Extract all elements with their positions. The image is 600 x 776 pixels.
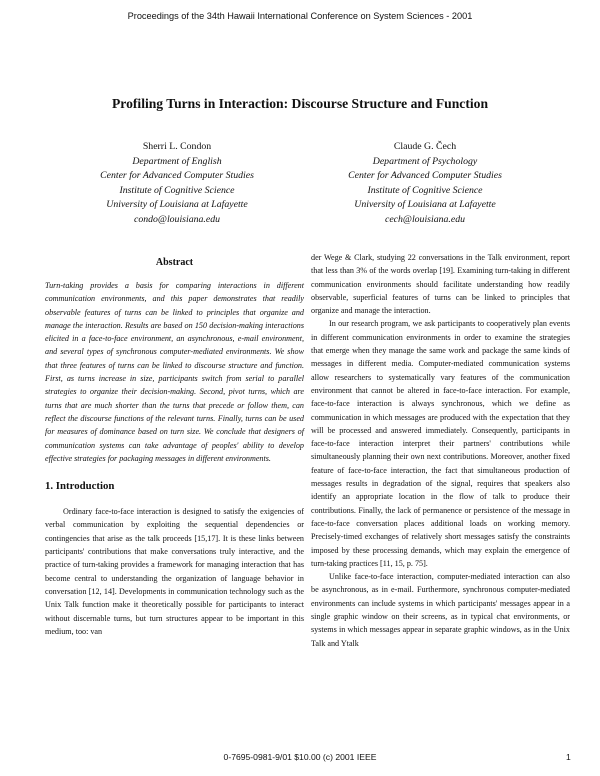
author-institute: Institute of Cognitive Science: [367, 184, 483, 196]
author-center: Center for Advanced Computer Studies: [100, 170, 254, 182]
paper-title: Profiling Turns in Interaction: Discourse Structure and Function: [112, 96, 488, 111]
intro-paragraph: Ordinary face-to-face interaction is designed to satisfy the exigencies of verbal communication by exploiting the sequential dependencies or contingencies that arise as the talk proceeds [15,17]. It is these links between participants' contributions that make conversations truly interactive, and the practice of turn-taking provides a framework for managing interaction that has become central to understanding the organization of language behavior in conversation [12, 14]. Developments in communication technology such as the Unix Talk function make it theoretically possible for participants to interact without discernable turns, but turn structures appear to be important in this medium, too: van: [45, 507, 304, 636]
author-name: Claude G. Čech: [393, 141, 457, 152]
author-name: Sherri L. Condon: [142, 141, 212, 152]
left-column: [45, 256, 304, 638]
author-block-cech: [290, 140, 560, 228]
author-center: Center for Advanced Computer Studies: [348, 170, 502, 182]
author-email: cech@louisiana.edu: [384, 213, 466, 225]
abstract-heading: Abstract: [155, 257, 194, 268]
page-number: 1: [566, 752, 571, 762]
author-department: Department of English: [132, 155, 222, 167]
body-paragraph: Unlike face-to-face interaction, computer-mediated interaction can also be asynchronous, as in e-mail. Furthermore, synchronous computer-mediated environments can include systems in which participants' messages appear in a single graphic window on their screens, as in typical chat environments, or systems in which messages appear in separate graphic windows, as in the Unix Talk and Ytalk: [311, 572, 570, 648]
author-email: condo@louisiana.edu: [133, 213, 221, 225]
right-column: [311, 251, 570, 650]
author-institute: Institute of Cognitive Science: [119, 184, 235, 196]
abstract-text: Turn-taking provides a basis for comparing interactions in different communication environments, and this paper demonstrates that readily observable features of turns can be linked to principles that organize and manage the interaction. Results are based on 150 decision-making interactions elicited in a face-to-face environment, an asynchronous, e-mail environment, and several types of synchronous computer-mediated environments. We show that three features of turns can be linked to discourse structure and function. First, as turns increase in size, participants switch from serial to parallel strategies to organize their decision-making. Second, pivot turns, which are turns that are much shorter than the turns that precede or follow them, can reflect the discourse functions of the relevant turns. Finally, turns can be used for measures of dominance based on turn size. We conclude that designers of communication systems can take advantage of peoples' ability to develop effective strategies for packaging messages in different environments.: [45, 281, 304, 463]
author-department: Department of Psychology: [372, 155, 478, 167]
footer-copyright: 0-7695-0981-9/01 $10.00 (c) 2001 IEEE: [223, 752, 377, 762]
author-block-condon: [42, 140, 312, 228]
section-heading-introduction: 1. Introduction: [45, 480, 115, 493]
running-head: Proceedings of the 34th Hawaii International Conference on System Sciences - 2001: [127, 11, 473, 21]
body-paragraph: In our research program, we ask participants to cooperatively plan events in different communication environments in order to examine the strategies that emerge when they manage the same work and package the same kinds of messages in different media. Computer-mediated communication systems allow researchers to systematically vary features of the communication environment that cannot be altered in face-to-face interaction. For example, face-to-face interaction is always synchronous, which we define as communication in which messages are produced with the expectation that they will be processed and answered immediately. Consequently, participants in face-to-face interaction interpret their partners' contributions while simultaneously planning their own next contributions. Moreover, another fixed feature of face-to-face interaction, the fact that simultaneous production of messages results in degradation of the signal, requires that speakers also identify an appropriate location in the flow of talk to produce their contributions. Finally, the lack of permanence or persistence of the message in face-to-face conversation places additional loads on working memory. Precisely-timed exchanges of relatively short messages satisfy the constraints imposed by these processing demands, which may explain the emergence of turn-taking practices [11, 15, p. 75].: [311, 319, 570, 568]
author-university: University of Louisiana at Lafayette: [354, 199, 496, 211]
body-paragraph: der Wege & Clark, studying 22 conversations in the Talk environment, report that less than 3% of the words overlap [19]. Examining turn-taking in different communication environments should facilitate understanding how readily observable, superficial features of turns can be linked to principles that organize and manage the interaction.: [311, 253, 570, 316]
author-university: University of Louisiana at Lafayette: [106, 199, 248, 211]
